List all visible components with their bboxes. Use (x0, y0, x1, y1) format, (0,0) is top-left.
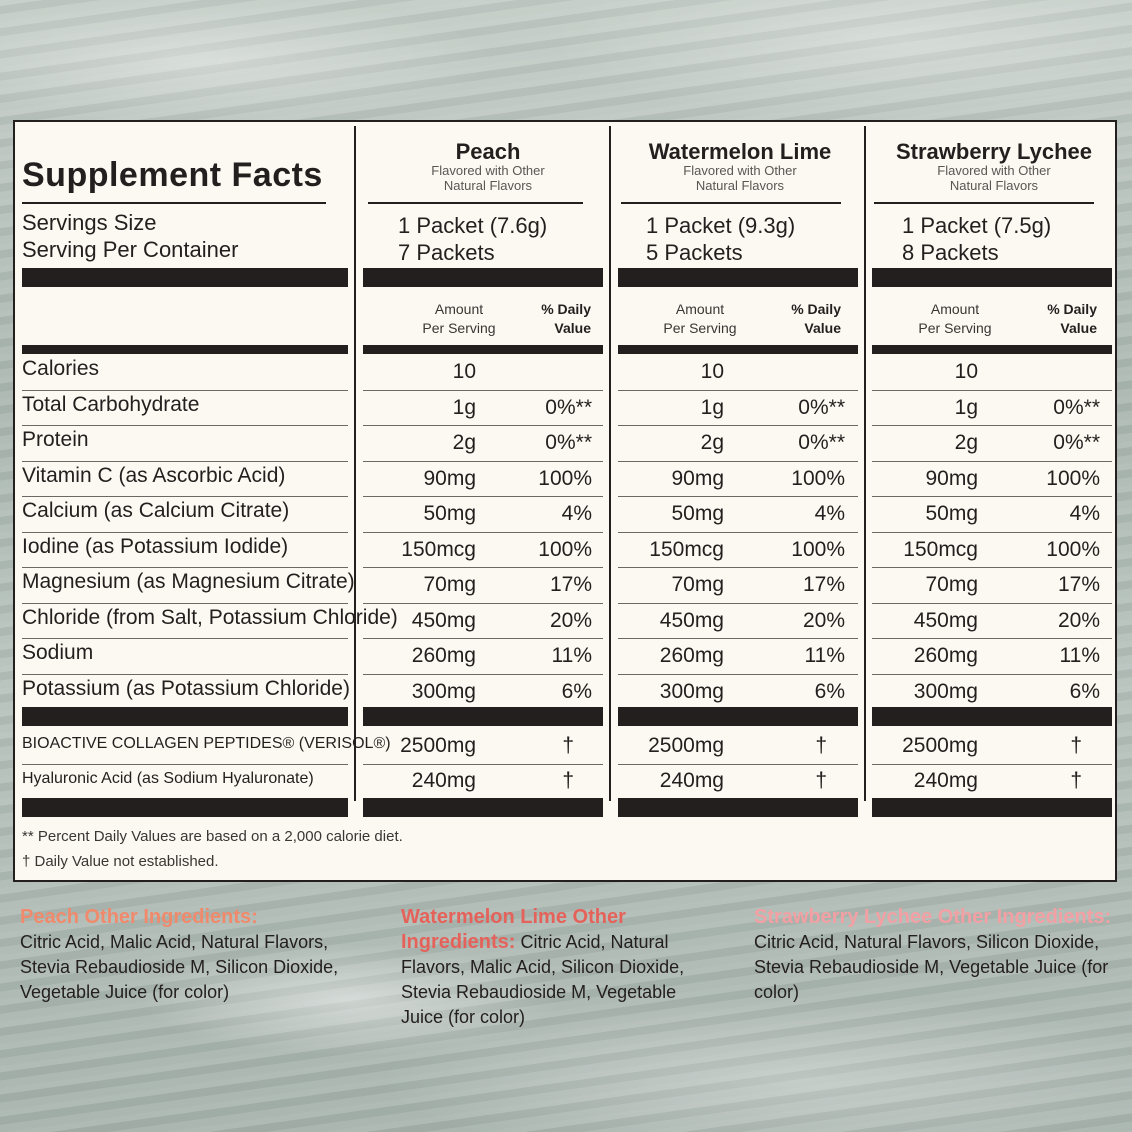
nutrient-daily-value: 6% (561, 680, 592, 703)
nutrient-amount: 150mcg (649, 538, 724, 561)
row-rule (363, 390, 603, 391)
nutrient-amount: 150mcg (401, 538, 476, 561)
nutrient-daily-value: 100% (791, 538, 845, 561)
other-ingredient-amount: 240mg (411, 769, 476, 792)
nutrient-daily-value: 20% (1057, 609, 1100, 632)
daily-value-header: % Daily Value (541, 301, 591, 336)
nutrient-amount: 90mg (423, 467, 476, 490)
nutrient-amount: 2g (954, 431, 978, 454)
divider-bar (22, 268, 348, 287)
divider-bar (363, 345, 603, 354)
other-ingredient-amount: 2500mg (400, 734, 476, 757)
nutrient-amount: 1g (700, 396, 724, 419)
nutrient-label: Protein (22, 428, 89, 451)
serving-size-label: Servings Size (22, 210, 157, 235)
row-rule (363, 461, 603, 462)
row-rule (22, 764, 348, 765)
other-ingredient-daily-value: † (562, 769, 574, 792)
flavor-underline (874, 202, 1094, 204)
row-rule (22, 603, 348, 604)
ingredients-text: Citric Acid, Natural Flavors, Silicon Dioxide, Stevia Rebaudioside M, Vegetable Juice (for color) (754, 932, 1109, 1002)
ingredients-title: Peach Other Ingredients: (20, 906, 258, 928)
nutrient-amount: 150mcg (903, 538, 978, 561)
row-rule (22, 532, 348, 533)
ingredients-title: Watermelon Lime Other Ingredients: (401, 906, 626, 953)
row-rule (22, 425, 348, 426)
row-rule (618, 638, 858, 639)
divider-bar (872, 345, 1112, 354)
nutrient-daily-value: 20% (802, 609, 845, 632)
divider-bar (363, 798, 603, 817)
row-rule (22, 567, 348, 568)
nutrient-daily-value: 100% (538, 538, 592, 561)
flavor-packet-count: 7 Packets (398, 240, 495, 265)
flavor-serving-size: 1 Packet (7.5g) (902, 213, 1052, 238)
row-rule (618, 532, 858, 533)
row-rule (363, 764, 603, 765)
column-divider (609, 126, 611, 801)
nutrient-amount: 2g (452, 431, 476, 454)
nutrient-daily-value: 6% (1069, 680, 1100, 703)
other-ingredient-daily-value: † (1070, 769, 1082, 792)
nutrient-daily-value: 0%** (1053, 431, 1100, 454)
flavor-sub: Natural Flavors (695, 178, 785, 193)
divider-bar (872, 268, 1112, 287)
ingredients-peach (20, 905, 380, 1005)
flavor-serving-size: 1 Packet (9.3g) (646, 213, 796, 238)
nutrient-daily-value: 17% (549, 573, 592, 596)
daily-value-header: % Daily Value (1047, 301, 1097, 336)
other-ingredient-amount: 240mg (913, 769, 978, 792)
row-rule (363, 496, 603, 497)
divider-bar (618, 798, 858, 817)
nutrient-label: Sodium (22, 641, 94, 664)
nutrient-amount: 90mg (671, 467, 724, 490)
other-ingredient-label: BIOACTIVE COLLAGEN PEPTIDES® (VERISOL®) (22, 735, 391, 752)
nutrient-daily-value: 100% (538, 467, 592, 490)
nutrient-daily-value: 0%** (545, 396, 592, 419)
nutrient-amount: 450mg (913, 609, 978, 632)
nutrient-amount: 450mg (411, 609, 476, 632)
nutrient-daily-value: 11% (804, 644, 845, 667)
nutrient-daily-value: 0%** (545, 431, 592, 454)
nutrient-amount: 70mg (423, 573, 476, 596)
nutrient-amount: 260mg (659, 644, 724, 667)
flavor-packet-count: 5 Packets (646, 240, 743, 265)
divider-bar (22, 798, 348, 817)
row-rule (872, 674, 1112, 675)
ingredients-title: Strawberry Lychee Other Ingredients: (754, 906, 1112, 928)
row-rule (618, 425, 858, 426)
nutrient-amount: 70mg (671, 573, 724, 596)
divider-bar (618, 268, 858, 287)
nutrient-amount: 50mg (671, 502, 724, 525)
footnote-daily-values: ** Percent Daily Values are based on a 2,000 calorie diet. (22, 828, 403, 845)
ingredients-strawberry-lychee (754, 905, 1120, 1005)
divider-bar (22, 345, 348, 354)
divider-bar (22, 707, 348, 726)
nutrient-amount: 260mg (411, 644, 476, 667)
other-ingredient-label: Hyaluronic Acid (as Sodium Hyaluronate) (22, 770, 314, 787)
nutrient-label: Iodine (as Potassium Iodide) (22, 535, 289, 558)
row-rule (22, 638, 348, 639)
nutrient-label: Calcium (as Calcium Citrate) (22, 499, 290, 522)
row-rule (872, 567, 1112, 568)
amount-header: Amount Per Serving (422, 301, 496, 336)
row-rule (618, 461, 858, 462)
nutrient-label: Potassium (as Potassium Chloride) (22, 677, 350, 700)
ingredients-text: Citric Acid, Natural Flavors, Malic Acid, Silicon Dioxide, Stevia Rebaudioside M, Vegetable Juice (for color) (401, 932, 685, 1027)
nutrient-daily-value: 4% (814, 502, 845, 525)
nutrient-amount: 50mg (423, 502, 476, 525)
nutrient-amount: 1g (954, 396, 978, 419)
nutrient-label: Calories (22, 357, 100, 380)
flavor-sub: Flavored with Other (431, 163, 545, 178)
flavor-name-peach: Peach (455, 139, 521, 164)
flavor-sub: Flavored with Other (683, 163, 797, 178)
nutrient-amount: 10 (700, 360, 724, 383)
divider-bar (872, 707, 1112, 726)
footnote-not-established: † Daily Value not established. (22, 853, 219, 870)
ingredients-text: Citric Acid, Malic Acid, Natural Flavors, Stevia Rebaudioside M, Silicon Dioxide, Vegetable Juice (for color) (20, 932, 339, 1002)
column-divider (354, 126, 356, 801)
nutrient-label: Magnesium (as Magnesium Citrate) (22, 570, 355, 593)
row-rule (363, 638, 603, 639)
row-rule (872, 390, 1112, 391)
flavor-sub: Flavored with Other (937, 163, 1051, 178)
nutrient-daily-value: 0%** (798, 396, 845, 419)
nutrient-amount: 70mg (925, 573, 978, 596)
nutrient-daily-value: 17% (802, 573, 845, 596)
row-rule (618, 674, 858, 675)
flavor-serving-size: 1 Packet (7.6g) (398, 213, 548, 238)
nutrient-amount: 10 (954, 360, 978, 383)
nutrient-daily-value: 17% (1057, 573, 1100, 596)
nutrient-amount: 50mg (925, 502, 978, 525)
nutrient-amount: 300mg (913, 680, 978, 703)
flavor-packet-count: 8 Packets (902, 240, 999, 265)
row-rule (872, 461, 1112, 462)
row-rule (22, 390, 348, 391)
row-rule (618, 567, 858, 568)
row-rule (872, 425, 1112, 426)
nutrient-amount: 260mg (913, 644, 978, 667)
row-rule (618, 764, 858, 765)
nutrient-daily-value: 6% (814, 680, 845, 703)
nutrient-daily-value: 11% (1059, 644, 1100, 667)
divider-bar (363, 707, 603, 726)
nutrient-amount: 10 (452, 360, 476, 383)
nutrient-amount: 450mg (659, 609, 724, 632)
other-ingredient-daily-value: † (815, 769, 827, 792)
nutrient-label: Vitamin C (as Ascorbic Acid) (22, 464, 286, 487)
other-ingredient-amount: 2500mg (902, 734, 978, 757)
row-rule (872, 603, 1112, 604)
divider-bar (872, 798, 1112, 817)
row-rule (872, 496, 1112, 497)
row-rule (363, 567, 603, 568)
nutrient-amount: 2g (700, 431, 724, 454)
nutrient-daily-value: 100% (1046, 467, 1100, 490)
title-underline (22, 202, 326, 204)
divider-bar (618, 345, 858, 354)
row-rule (22, 674, 348, 675)
page-title: Supplement Facts (22, 156, 323, 194)
servings-per-container-label: Serving Per Container (22, 237, 239, 262)
nutrient-amount: 300mg (411, 680, 476, 703)
row-rule (363, 603, 603, 604)
nutrient-label: Total Carbohydrate (22, 393, 200, 416)
flavor-sub: Natural Flavors (949, 178, 1039, 193)
row-rule (872, 638, 1112, 639)
nutrient-daily-value: 11% (551, 644, 592, 667)
amount-header: Amount Per Serving (918, 301, 992, 336)
nutrient-daily-value: 4% (1069, 502, 1100, 525)
nutrient-daily-value: 20% (549, 609, 592, 632)
row-rule (363, 425, 603, 426)
row-rule (363, 674, 603, 675)
nutrient-daily-value: 0%** (1053, 396, 1100, 419)
nutrient-daily-value: 0%** (798, 431, 845, 454)
row-rule (363, 532, 603, 533)
nutrient-amount: 90mg (925, 467, 978, 490)
row-rule (618, 390, 858, 391)
divider-bar (618, 707, 858, 726)
other-ingredient-amount: 240mg (659, 769, 724, 792)
flavor-underline (368, 202, 583, 204)
other-ingredient-daily-value: † (562, 734, 574, 757)
flavor-underline (621, 202, 841, 204)
nutrient-daily-value: 100% (791, 467, 845, 490)
other-ingredient-amount: 2500mg (648, 734, 724, 757)
flavor-name-watermelon-lime: Watermelon Lime (648, 139, 832, 164)
other-ingredient-daily-value: † (815, 734, 827, 757)
flavor-sub: Natural Flavors (443, 178, 533, 193)
row-rule (22, 496, 348, 497)
row-rule (872, 764, 1112, 765)
daily-value-header: % Daily Value (791, 301, 841, 336)
flavor-name-strawberry-lychee: Strawberry Lychee (895, 139, 1093, 164)
nutrient-daily-value: 4% (561, 502, 592, 525)
nutrient-amount: 1g (452, 396, 476, 419)
ingredients-watermelon-lime (401, 905, 721, 1030)
nutrient-amount: 300mg (659, 680, 724, 703)
divider-bar (363, 268, 603, 287)
column-divider (864, 126, 866, 801)
row-rule (618, 603, 858, 604)
row-rule (872, 532, 1112, 533)
row-rule (618, 496, 858, 497)
nutrient-daily-value: 100% (1046, 538, 1100, 561)
other-ingredient-daily-value: † (1070, 734, 1082, 757)
nutrient-label: Chloride (from Salt, Potassium Chloride) (22, 606, 398, 629)
row-rule (22, 461, 348, 462)
amount-header: Amount Per Serving (663, 301, 737, 336)
